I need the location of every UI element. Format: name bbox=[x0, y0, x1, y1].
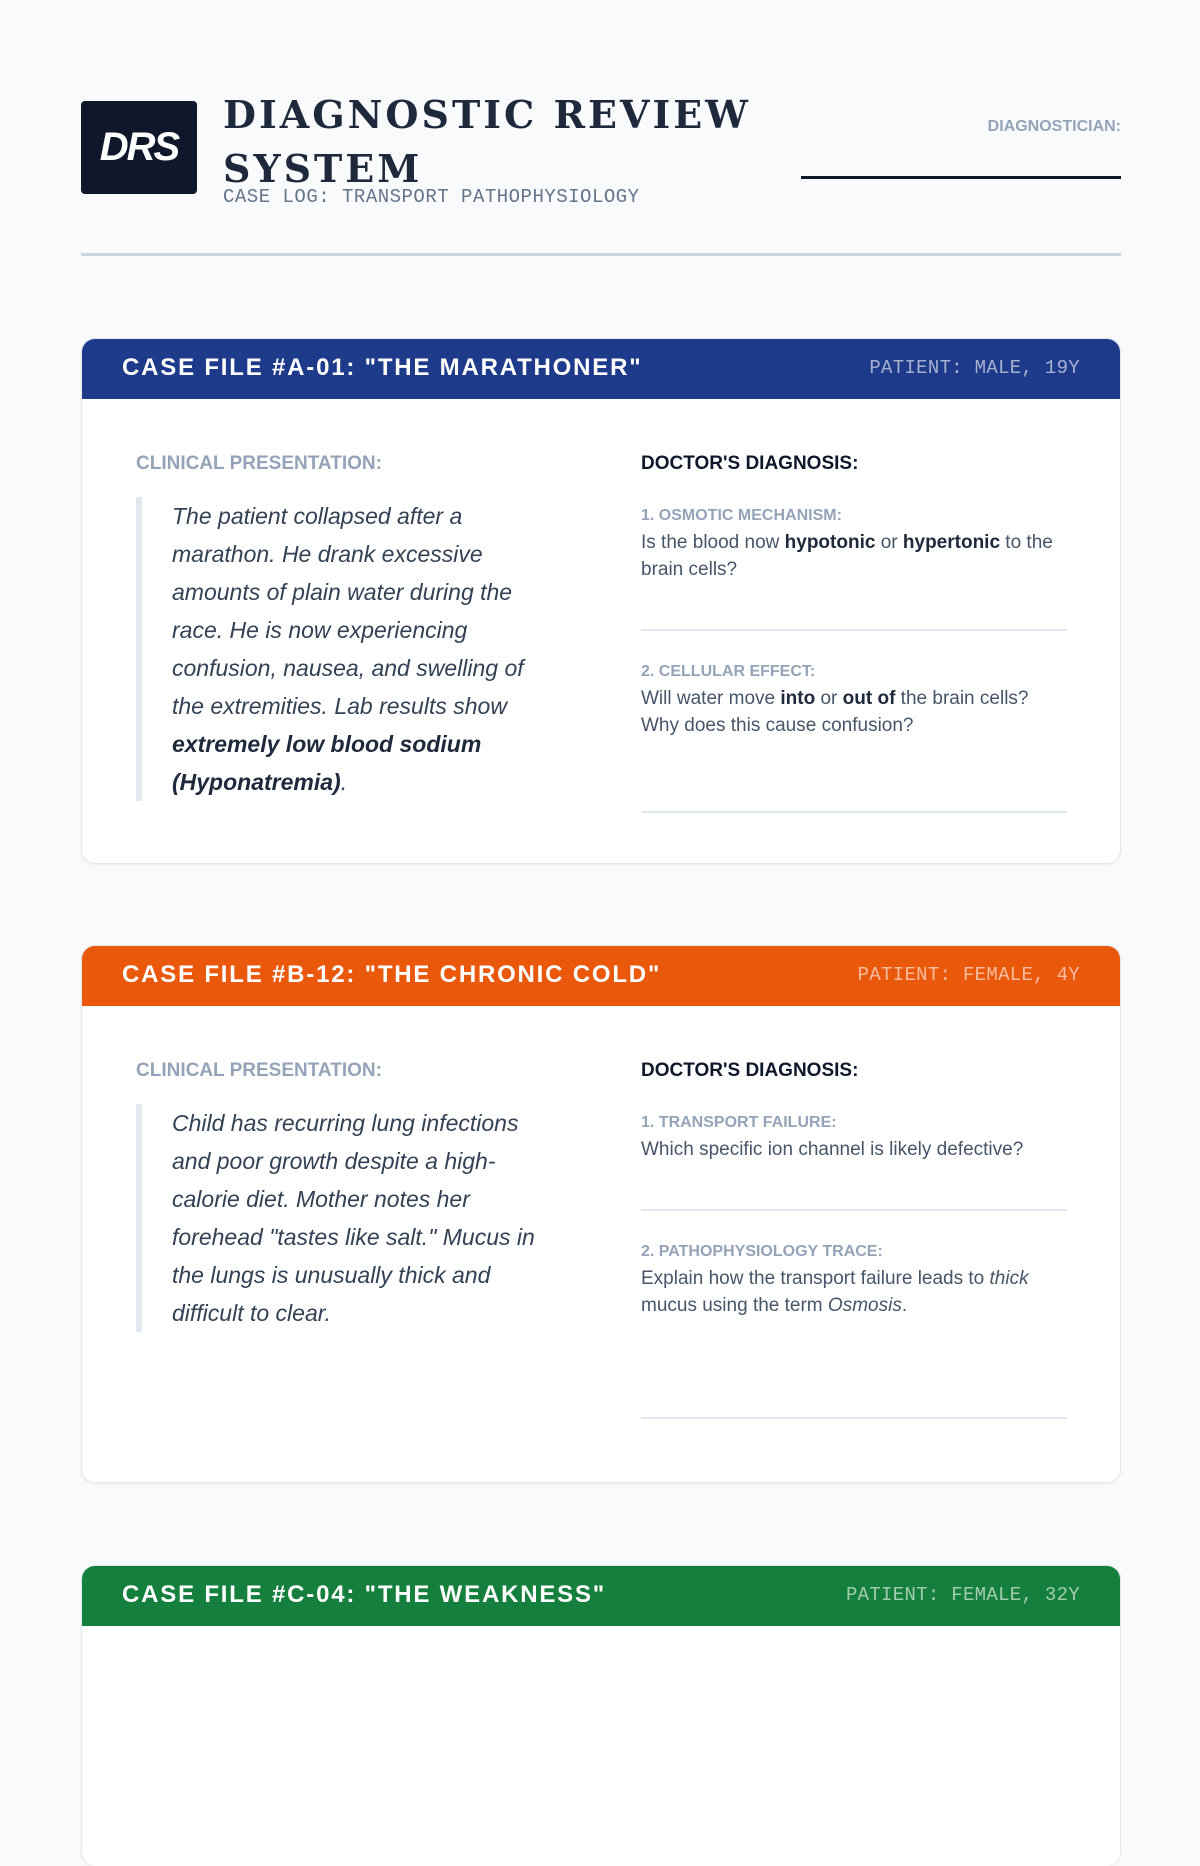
answer-line-1[interactable] bbox=[641, 583, 1067, 631]
case-header-c04 bbox=[82, 1566, 1120, 1626]
question-2-text bbox=[641, 685, 1067, 739]
answer-line-1[interactable] bbox=[641, 1163, 1067, 1211]
question-2-label: 2. PATHOPHYSIOLOGY TRACE: bbox=[641, 1243, 883, 1260]
page-header bbox=[81, 88, 1121, 258]
q1-text-e: to the brain cells? bbox=[641, 532, 1053, 580]
question-1-label: 1. OSMOTIC MECHANISM: bbox=[641, 507, 842, 524]
presentation-end: . bbox=[340, 769, 348, 795]
diagnostician-name-field[interactable] bbox=[801, 176, 1121, 179]
question-2-label: 2. CELLULAR EFFECT: bbox=[641, 663, 816, 680]
q2-text-e: . bbox=[901, 1295, 908, 1316]
question-1-label: 1. TRANSPORT FAILURE: bbox=[641, 1114, 837, 1131]
doctors-diagnosis bbox=[641, 1060, 1067, 1419]
case-title: CASE FILE #B-12: "THE CHRONIC COLD" bbox=[122, 961, 662, 988]
diagnosis-label: DOCTOR'S DIAGNOSIS: bbox=[641, 1060, 859, 1081]
presentation-highlight: extremely low blood sodium (Hyponatremia) bbox=[172, 731, 482, 795]
q2-text-b: into bbox=[780, 688, 816, 709]
q2-text-c: or bbox=[815, 688, 843, 709]
question-2-text bbox=[641, 1265, 1067, 1319]
clinical-presentation bbox=[136, 453, 556, 801]
q1-text-b: hypotonic bbox=[784, 532, 876, 553]
q1-text-a: Is the blood now bbox=[641, 532, 785, 553]
presentation-text: The patient collapsed after a marathon. He drank excessive amounts of plain water during the race. He is now experiencing confusion, nausea, and swelling of the extremities. Lab results show bbox=[172, 503, 524, 719]
presentation-label: CLINICAL PRESENTATION: bbox=[136, 1060, 382, 1081]
answer-line-2[interactable] bbox=[641, 739, 1067, 813]
case-header-a01 bbox=[82, 339, 1120, 399]
case-patient-info: PATIENT: FEMALE, 32Y bbox=[845, 1584, 1080, 1606]
case-header-b12 bbox=[82, 946, 1120, 1006]
case-patient-info: PATIENT: MALE, 19Y bbox=[869, 357, 1080, 379]
presentation-label: CLINICAL PRESENTATION: bbox=[136, 453, 382, 474]
case-patient-info: PATIENT: FEMALE, 4Y bbox=[857, 964, 1080, 986]
q2-text-d: Osmosis bbox=[827, 1295, 902, 1316]
presentation-quote: Child has recurring lung infections and poor growth despite a high-calorie diet. Mother notes her forehead "tastes like salt." Mucus in the lungs is unusually thick and difficult to clear. bbox=[136, 1104, 556, 1332]
answer-line-2[interactable] bbox=[641, 1319, 1067, 1419]
diagnosis-label: DOCTOR'S DIAGNOSIS: bbox=[641, 453, 859, 474]
q2-text-a: Explain how the transport failure leads to bbox=[641, 1268, 990, 1289]
q2-text-c: mucus using the term bbox=[641, 1295, 828, 1316]
page-title: DIAGNOSTIC REVIEW SYSTEM bbox=[223, 92, 751, 191]
q1-text-c: or bbox=[875, 532, 903, 553]
case-card-b12 bbox=[81, 945, 1121, 1483]
doctors-diagnosis bbox=[641, 453, 1067, 813]
logo-text: DRS bbox=[99, 125, 179, 169]
question-1-text bbox=[641, 529, 1067, 583]
drs-logo bbox=[81, 101, 197, 194]
q1-text-d: hypertonic bbox=[902, 532, 1001, 553]
header-divider bbox=[81, 253, 1121, 256]
clinical-presentation bbox=[136, 1060, 556, 1332]
page-subtitle: CASE LOG: TRANSPORT PATHOPHYSIOLOGY bbox=[223, 186, 640, 208]
case-card-a01 bbox=[81, 338, 1121, 864]
case-title: CASE FILE #A-01: "THE MARATHONER" bbox=[122, 354, 643, 381]
question-1-text: Which specific ion channel is likely defective? bbox=[641, 1139, 1024, 1160]
q2-text-b: thick bbox=[989, 1268, 1029, 1289]
case-title: CASE FILE #C-04: "THE WEAKNESS" bbox=[122, 1581, 606, 1608]
q2-text-a: Will water move bbox=[641, 688, 781, 709]
q2-text-e: the brain cells? Why does this cause confusion? bbox=[641, 688, 1029, 736]
q2-text-d: out of bbox=[842, 688, 896, 709]
case-card-c04 bbox=[81, 1565, 1121, 1866]
presentation-quote bbox=[136, 497, 556, 801]
diagnostician-label: DIAGNOSTICIAN: bbox=[987, 118, 1121, 135]
